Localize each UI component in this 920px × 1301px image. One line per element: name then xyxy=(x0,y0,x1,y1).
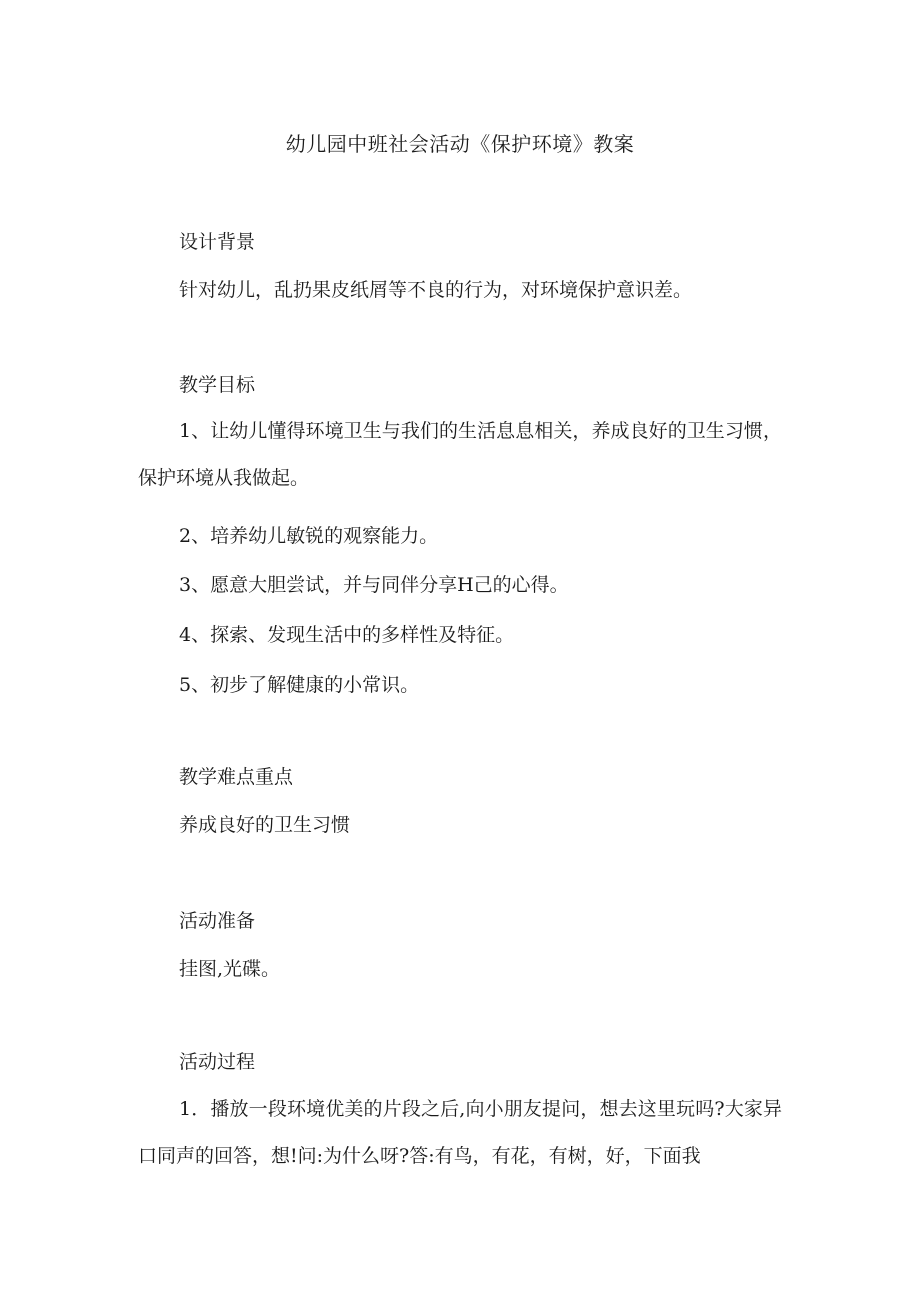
paragraph-preparation: 挂图,光碟。 xyxy=(179,958,281,980)
section-heading-background: 设计背景 xyxy=(179,231,256,253)
document-title: 幼儿园中班社会活动《保护环境》教案 xyxy=(285,132,635,156)
section-heading-process: 活动过程 xyxy=(179,1051,256,1073)
paragraph-objective-2: 2、培养幼儿敏锐的观察能力。 xyxy=(179,525,439,547)
paragraph-key-points: 养成良好的卫生习惯 xyxy=(179,814,351,836)
paragraph-objective-5: 5、初步了解健康的小常识。 xyxy=(179,674,420,696)
paragraph-objective-3: 3、愿意大胆尝试，并与同伴分享H己的心得。 xyxy=(179,574,569,596)
section-heading-preparation: 活动准备 xyxy=(179,910,256,932)
section-heading-key-points: 教学难点重点 xyxy=(179,766,294,788)
paragraph-objective-4: 4、探索、发现生活中的多样性及特征。 xyxy=(179,624,515,646)
paragraph-process-1: 1．播放一段环境优美的片段之后,向小朋友提问，想去这里玩吗?大家异口同声的回答，想!问:为什么呀?答:有鸟，有花，有树，好，下面我 xyxy=(138,1098,782,1167)
section-heading-objectives: 教学目标 xyxy=(179,374,256,396)
paragraph-background: 针对幼儿，乱扔果皮纸屑等不良的行为，对环境保护意识差。 xyxy=(179,279,693,301)
paragraph-objective-1: 1、让幼儿懂得环境卫生与我们的生活息息相关，养成良好的卫生习惯，保护环境从我做起。 xyxy=(138,420,782,489)
